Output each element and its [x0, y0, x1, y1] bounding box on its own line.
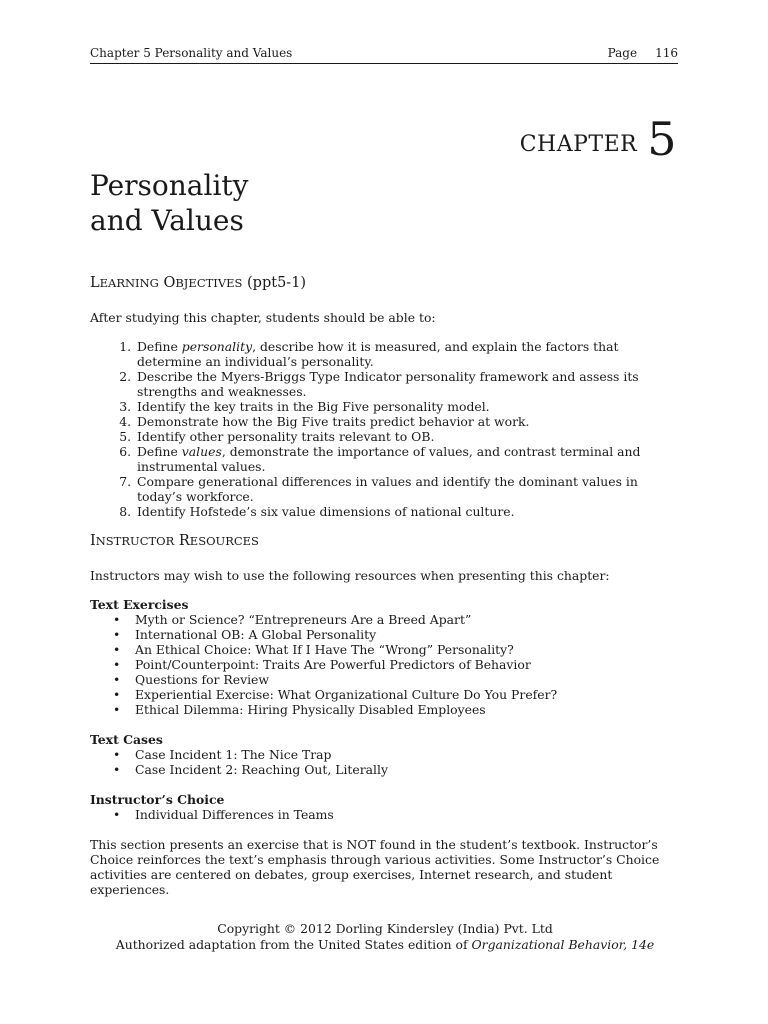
learning-objective-item: 3. Identify the key traits in the Big Five personality model.: [135, 399, 680, 414]
list-item: • Ethical Dilemma: Hiring Physically Disabled Employees: [135, 702, 680, 717]
resources-intro: Instructors may wish to use the following resources when presenting this chapter:: [90, 568, 610, 583]
text-exercises-heading: Text Exercises: [90, 597, 189, 612]
list-item: • Case Incident 1: The Nice Trap: [135, 747, 680, 762]
header-page-label: Page: [607, 46, 638, 60]
copyright-line: Copyright © 2012 Dorling Kindersley (India) Pvt. Ltd: [217, 921, 553, 936]
learning-objective-item: 7. Compare generational differences in values and identify the dominant values in today’s workforce.: [135, 474, 680, 504]
learning-objective-item: 2. Describe the Myers-Briggs Type Indicator personality framework and assess its strengths and weaknesses.: [135, 369, 680, 399]
instructors-choice-list: [90, 807, 680, 822]
learning-objective-item: 8. Identify Hofstede’s six value dimensions of national culture.: [135, 504, 680, 519]
list-item: • Questions for Review: [135, 672, 680, 687]
text-exercises-list: [90, 612, 680, 717]
list-item: • An Ethical Choice: What If I Have The “Wrong” Personality?: [135, 642, 680, 657]
chapter-title: [90, 168, 248, 238]
list-item: • Point/Counterpoint: Traits Are Powerful Predictors of Behavior: [135, 657, 680, 672]
learning-objective-item: 4. Demonstrate how the Big Five traits predict behavior at work.: [135, 414, 680, 429]
learning-objective-item: 1. Define personality, describe how it is measured, and explain the factors that determine an individual’s personality.: [135, 339, 680, 369]
instructors-choice-heading: Instructor’s Choice: [90, 792, 225, 807]
learning-objective-item: 6. Define values, demonstrate the importance of values, and contrast terminal and instrumental values.: [135, 444, 680, 474]
learning-objectives-heading: LEARNING OBJECTIVES (ppt5-1): [90, 275, 307, 291]
list-item: • Individual Differences in Teams: [135, 807, 680, 822]
learning-objectives-list: [90, 339, 680, 519]
list-item: • Case Incident 2: Reaching Out, Literally: [135, 762, 680, 777]
instructors-choice-description: This section presents an exercise that is NOT found in the student’s textbook. Instructor’s Choice reinforces the text’s emphasis through various activities. Some Instructor’s Choice activities are centered on debates, group exercises, Internet research, and student experiences.: [90, 837, 660, 897]
text-cases-heading: Text Cases: [90, 732, 163, 747]
chapter-label: CHAPTER: [519, 132, 638, 157]
text-cases-list: [90, 747, 680, 777]
page-body: [90, 276, 680, 897]
adaptation-line: Authorized adaptation from the United States edition of Organizational Behavior, 14e: [115, 937, 655, 952]
objectives-intro: After studying this chapter, students should be able to:: [90, 310, 436, 325]
learning-objective-item: 5. Identify other personality traits relevant to OB.: [135, 429, 680, 444]
objectives-ppt-ref: (ppt5-1): [247, 275, 307, 291]
header-chapter-title: Chapter 5 Personality and Values: [90, 46, 293, 60]
page-footer: [90, 921, 680, 953]
running-header: [90, 46, 678, 64]
instructor-resources-heading: INSTRUCTOR RESOURCES: [90, 533, 259, 549]
list-item: • Myth or Science? “Entrepreneurs Are a Breed Apart”: [135, 612, 680, 627]
book-title: Organizational Behavior, 14e: [471, 937, 655, 952]
list-item: • Experiential Exercise: What Organizational Culture Do You Prefer?: [135, 687, 680, 702]
header-page-value: 116: [655, 46, 678, 60]
header-page-number: [590, 46, 678, 60]
chapter-number-mark: [520, 112, 677, 166]
chapter-title-line-2: and Values: [90, 204, 244, 237]
chapter-number: 5: [647, 112, 677, 166]
list-item: • International OB: A Global Personality: [135, 627, 680, 642]
chapter-title-line-1: Personality: [90, 169, 249, 202]
